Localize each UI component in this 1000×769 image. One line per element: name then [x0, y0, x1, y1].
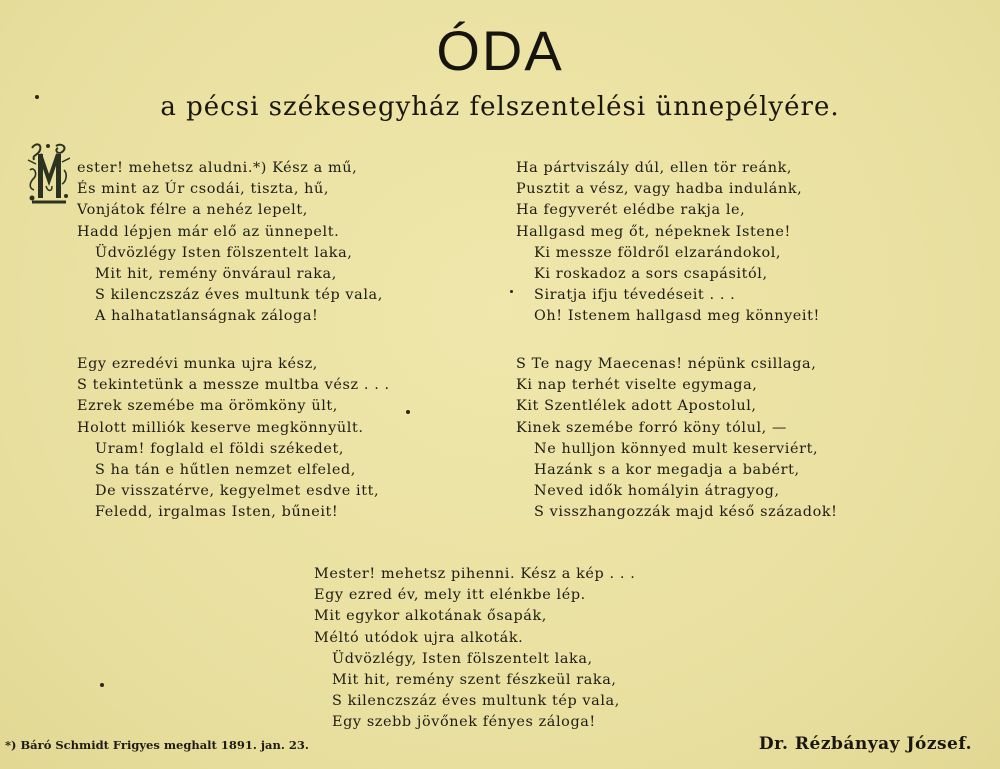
stanza-line: Pusztit a vész, vagy hadba indulánk,	[516, 181, 803, 198]
stanza-line: Holott milliók keserve megkönnyült.	[77, 419, 364, 436]
stanza-line: S tekintetünk a messze multba vész . . .	[77, 377, 390, 394]
stanza-4	[516, 354, 838, 524]
stanza-line: Hallgasd meg őt, népeknek Istene!	[516, 223, 791, 240]
stanza-line: Neved idők homályin átragyog,	[534, 483, 780, 500]
stanza-line: Üdvözlégy, Isten fölszentelt laka,	[332, 650, 593, 667]
stanza-line: Uram! foglald el földi székedet,	[95, 440, 345, 457]
stanza-line: Méltó utódok ujra alkoták.	[314, 629, 524, 646]
stanza-line: ester! mehetsz aludni.*) Kész a mű,	[77, 160, 358, 176]
stanza-line: S Te nagy Maecenas! népünk csillaga,	[516, 356, 817, 372]
stanza-line: S ha tán e hűtlen nemzet elfeled,	[95, 461, 356, 478]
footnote: *) Báró Schmidt Frigyes meghalt 1891. jan. 23.	[5, 738, 309, 752]
ornamental-initial-m-icon	[26, 140, 70, 210]
stanza-line: De visszatérve, kegyelmet esdve itt,	[95, 483, 380, 500]
stanza-line: Ezrek szemébe ma örömköny ült,	[77, 398, 338, 415]
stanza-line: Üdvözlégy Isten fölszentelt laka,	[95, 244, 353, 261]
stanza-2	[516, 158, 820, 328]
stanza-line: Siratja ifju tévedéseit . . .	[534, 287, 736, 304]
author-signature: Dr. Rézbányay József.	[758, 734, 972, 754]
stanza-line: Ha fegyverét elédbe rakja le,	[516, 202, 746, 219]
stanza-line: Hazánk s a kor megadja a babért,	[534, 461, 800, 478]
stanza-5	[314, 564, 635, 734]
poem-subtitle: a pécsi székesegyház felszentelési ünnepélyére.	[160, 92, 840, 122]
stanza-line: Ki messze földről elzarándokol,	[534, 244, 782, 261]
stanza-line: Egy ezredévi munka ujra kész,	[77, 356, 318, 372]
stanza-line: Ha pártviszály dúl, ellen tör reánk,	[516, 160, 793, 176]
print-speck	[510, 290, 513, 293]
stanza-line: Feledd, irgalmas Isten, bűneit!	[95, 504, 339, 521]
stanza-line: Ne hulljon könnyed mult keserviért,	[534, 440, 819, 457]
poem-title: ÓDA	[436, 19, 564, 82]
stanza-line: Kinek szemébe forró köny tólul, —	[516, 419, 787, 436]
stanza-line: Oh! Istenem hallgasd meg könnyeit!	[534, 308, 820, 325]
stanza-line: S kilenczszáz éves multunk tép vala,	[332, 693, 620, 710]
stanza-line: Egy szebb jövőnek fényes záloga!	[332, 714, 596, 731]
stanza-line: Mit hit, remény önváraul raka,	[95, 265, 337, 282]
print-speck	[406, 410, 410, 414]
stanza-line: Mit hit, remény szent fészkeül raka,	[332, 671, 617, 688]
stanza-line: Ki nap terhét viselte egymaga,	[516, 377, 758, 394]
stanza-line: Mester! mehetsz pihenni. Kész a kép . . .	[314, 566, 636, 582]
print-speck	[100, 683, 104, 687]
stanza-line: Hadd lépjen már elő az ünnepelt.	[77, 223, 340, 240]
stanza-1	[77, 158, 383, 328]
stanza-line: S kilenczszáz éves multunk tép vala,	[95, 287, 383, 304]
stanza-line: Egy ezred év, mely itt elénkbe lép.	[314, 587, 586, 604]
stanza-line: Mit egykor alkotának ősapák,	[314, 608, 547, 625]
stanza-3	[77, 354, 390, 524]
stanza-line: Vonjátok félre a nehéz lepelt,	[77, 202, 308, 219]
stanza-line: És mint az Úr csodái, tiszta, hű,	[77, 181, 330, 198]
stanza-line: Ki roskadoz a sors csapásitól,	[534, 265, 768, 282]
stanza-line: Kit Szentlélek adott Apostolul,	[516, 398, 757, 415]
print-speck	[35, 95, 39, 99]
stanza-line: S visszhangozzák majd késő századok!	[534, 504, 838, 521]
stanza-line: A halhatatlanságnak záloga!	[95, 308, 319, 325]
